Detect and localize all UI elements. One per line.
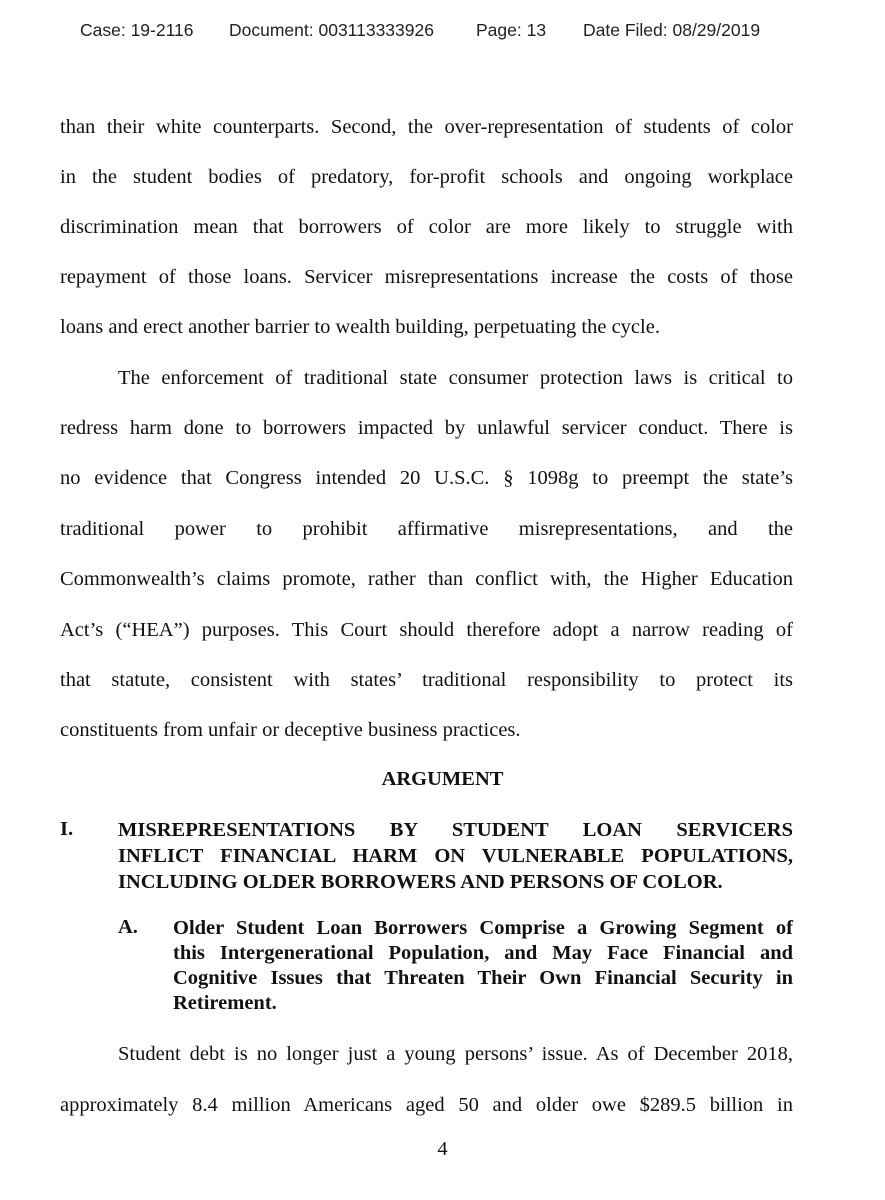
header-page: Page: 13 <box>476 20 547 40</box>
paragraph-line: traditional power to prohibit affirmative misrepresentations, and the <box>60 518 793 540</box>
paragraph-line: The enforcement of traditional state consumer protection laws is critical to <box>118 367 793 389</box>
document-number: Document: 003113333926 <box>229 20 434 40</box>
section-i-heading-line: INCLUDING OLDER BORROWERS AND PERSONS OF COLOR. <box>118 871 723 893</box>
case-number: Case: 19-2116 <box>80 20 194 40</box>
paragraph-line: no evidence that Congress intended 20 U.S.C. § 1098g to preempt the state’s <box>60 467 793 489</box>
section-a-number: A. <box>118 916 138 938</box>
argument-heading: ARGUMENT <box>381 768 504 790</box>
section-i-number: I. <box>60 818 74 840</box>
paragraph-line: that statute, consistent with states’ traditional responsibility to protect its <box>60 669 793 691</box>
paragraph-line: than their white counterparts. Second, the over-representation of students of color <box>60 116 793 138</box>
paragraph-line: repayment of those loans. Servicer misrepresentations increase the costs of those <box>60 266 793 288</box>
paragraph-line: discrimination mean that borrowers of color are more likely to struggle with <box>60 216 793 238</box>
section-a-heading-line: Cognitive Issues that Threaten Their Own Financial Security in <box>173 967 793 989</box>
date-filed: Date Filed: 08/29/2019 <box>583 20 761 40</box>
section-i-heading-line: MISREPRESENTATIONS BY STUDENT LOAN SERVICERS <box>118 819 793 841</box>
page-number: 4 <box>437 1138 448 1160</box>
paragraph-line: loans and erect another barrier to wealth building, perpetuating the cycle. <box>60 316 660 338</box>
paragraph-line: Student debt is no longer just a young persons’ issue. As of December 2018, <box>118 1043 793 1065</box>
section-a-heading-line: Older Student Loan Borrowers Comprise a Growing Segment of <box>173 917 793 939</box>
section-a-heading-line: this Intergenerational Population, and May Face Financial and <box>173 942 793 964</box>
paragraph-line: approximately 8.4 million Americans aged 50 and older owe $289.5 billion in <box>60 1094 793 1116</box>
paragraph-line: in the student bodies of predatory, for-profit schools and ongoing workplace <box>60 166 793 188</box>
paragraph-line: Commonwealth’s claims promote, rather than conflict with, the Higher Education <box>60 568 793 590</box>
paragraph-line: redress harm done to borrowers impacted by unlawful servicer conduct. There is <box>60 417 793 439</box>
section-i-heading-line: INFLICT FINANCIAL HARM ON VULNERABLE POPULATIONS, <box>118 845 793 867</box>
paragraph-line: Act’s (“HEA”) purposes. This Court should therefore adopt a narrow reading of <box>60 619 793 641</box>
case-header <box>0 20 885 44</box>
section-a-heading-line: Retirement. <box>173 992 277 1014</box>
paragraph-line: constituents from unfair or deceptive business practices. <box>60 719 521 741</box>
